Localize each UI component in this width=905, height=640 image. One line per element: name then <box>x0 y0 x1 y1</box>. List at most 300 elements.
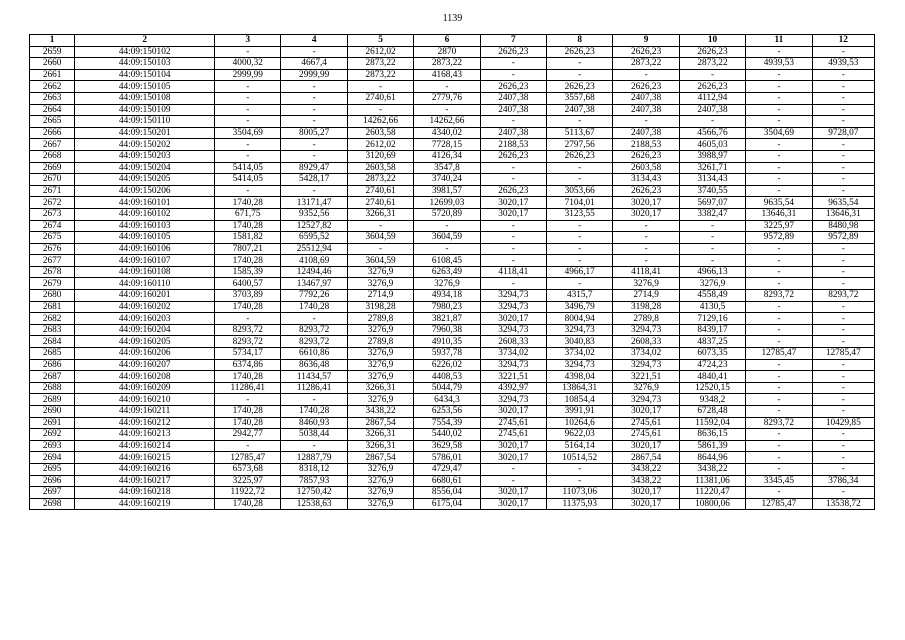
table-row <box>30 487 875 499</box>
table-cell: 2188,53 <box>613 139 679 151</box>
table-cell: 12750,42 <box>281 487 347 499</box>
table-cell: 2679 <box>30 278 75 290</box>
table-cell: - <box>812 185 874 197</box>
table-cell: - <box>746 313 812 325</box>
table-cell: 3225,97 <box>215 475 281 487</box>
table-cell: 44:09:160101 <box>75 197 215 209</box>
table-cell: 3120,69 <box>347 150 413 162</box>
table-cell: 5044,79 <box>414 382 480 394</box>
table-cell: - <box>812 243 874 255</box>
table-cell: 2789,8 <box>347 336 413 348</box>
table-cell: 14262,66 <box>414 116 480 128</box>
table-cell: 2714,9 <box>347 290 413 302</box>
table-cell: 2691 <box>30 417 75 429</box>
table-cell: 11381,06 <box>679 475 745 487</box>
table-row <box>30 475 875 487</box>
table-cell: 3294,73 <box>480 324 546 336</box>
table-cell: 12785,47 <box>812 348 874 360</box>
table-row <box>30 452 875 464</box>
table-cell: 3020,17 <box>613 498 679 510</box>
table-cell: 8480,98 <box>812 220 874 232</box>
table-cell: 4558,49 <box>679 290 745 302</box>
table-cell: 7857,93 <box>281 475 347 487</box>
table-cell: - <box>812 278 874 290</box>
table-cell: 5414,05 <box>215 174 281 186</box>
table-cell: 2663 <box>30 92 75 104</box>
table-cell: 12527,82 <box>281 220 347 232</box>
table-cell: 671,75 <box>215 208 281 220</box>
table-row <box>30 382 875 394</box>
table-cell: 7980,23 <box>414 301 480 313</box>
table-cell: - <box>480 58 546 70</box>
table-cell: - <box>281 150 347 162</box>
table-cell: 3020,17 <box>480 313 546 325</box>
table-cell: 44:09:160105 <box>75 232 215 244</box>
table-cell: 7792,26 <box>281 290 347 302</box>
table-cell: - <box>547 278 613 290</box>
table-cell: 2688 <box>30 382 75 394</box>
table-cell: 3198,28 <box>347 301 413 313</box>
table-cell: 44:09:160205 <box>75 336 215 348</box>
table-cell: 4966,17 <box>547 266 613 278</box>
table-cell: 6680,61 <box>414 475 480 487</box>
table-row <box>30 208 875 220</box>
table-cell: - <box>281 116 347 128</box>
table-cell: - <box>812 116 874 128</box>
table-cell: - <box>281 313 347 325</box>
table-cell: 3276,9 <box>347 278 413 290</box>
table-cell: - <box>679 255 745 267</box>
table-cell: 2694 <box>30 452 75 464</box>
table-cell: 12887,79 <box>281 452 347 464</box>
table-cell: 2626,23 <box>547 46 613 58</box>
table-cell: 2188,53 <box>480 139 546 151</box>
table-cell: 3786,34 <box>812 475 874 487</box>
table-cell: 1585,39 <box>215 266 281 278</box>
table-cell: 2407,38 <box>679 104 745 116</box>
table-cell: 1740,28 <box>215 220 281 232</box>
table-cell: 2689 <box>30 394 75 406</box>
table-cell: 3276,9 <box>347 371 413 383</box>
table-cell: 13646,31 <box>746 208 812 220</box>
table-cell: 9635,54 <box>746 197 812 209</box>
table-cell: 44:09:160102 <box>75 208 215 220</box>
table-cell: 2407,38 <box>480 104 546 116</box>
table-cell: 11375,93 <box>547 498 613 510</box>
table-cell: 2873,22 <box>414 58 480 70</box>
table-cell: 44:09:150202 <box>75 139 215 151</box>
table-cell: 3496,79 <box>547 301 613 313</box>
table-cell: 4840,41 <box>679 371 745 383</box>
table-cell: 44:09:150103 <box>75 58 215 70</box>
table-cell: 5038,44 <box>281 429 347 441</box>
table-cell: 3294,73 <box>547 324 613 336</box>
table-cell: 44:09:150201 <box>75 127 215 139</box>
table-cell: 7104,01 <box>547 197 613 209</box>
table-cell: 3134,43 <box>613 174 679 186</box>
table-cell: 11286,41 <box>215 382 281 394</box>
table-cell: 44:09:160108 <box>75 266 215 278</box>
table-cell: - <box>812 92 874 104</box>
table-cell: 12699,03 <box>414 197 480 209</box>
table-cell: 5937,78 <box>414 348 480 360</box>
table-cell: 4130,5 <box>679 301 745 313</box>
table-cell: 4605,03 <box>679 139 745 151</box>
table-cell: 3198,28 <box>613 301 679 313</box>
table-cell: 13864,31 <box>547 382 613 394</box>
table-cell: 6610,86 <box>281 348 347 360</box>
table-cell: 4729,47 <box>414 463 480 475</box>
table-cell: 2686 <box>30 359 75 371</box>
table-cell: 3020,17 <box>480 197 546 209</box>
table-cell: 44:09:160106 <box>75 243 215 255</box>
table-cell: 3294,73 <box>480 301 546 313</box>
table-cell: - <box>480 232 546 244</box>
table-row <box>30 301 875 313</box>
table-cell: 1740,28 <box>215 406 281 418</box>
table-cell: - <box>812 394 874 406</box>
table-cell: - <box>547 243 613 255</box>
table-cell: - <box>281 185 347 197</box>
column-header: 1 <box>30 35 75 47</box>
column-header: 5 <box>347 35 413 47</box>
table-cell: 8556,04 <box>414 487 480 499</box>
table-cell: 4340,02 <box>414 127 480 139</box>
table-cell: 8636,15 <box>679 429 745 441</box>
table-cell: 2676 <box>30 243 75 255</box>
table-cell: 8929,47 <box>281 162 347 174</box>
table-cell: 12785,47 <box>215 452 281 464</box>
table-cell: 6175,04 <box>414 498 480 510</box>
table-row <box>30 440 875 452</box>
table-cell: 4837,25 <box>679 336 745 348</box>
table-cell: - <box>746 406 812 418</box>
table-cell: 8460,93 <box>281 417 347 429</box>
table-row <box>30 371 875 383</box>
table-cell: 44:09:150105 <box>75 81 215 93</box>
table-cell: 8293,72 <box>281 324 347 336</box>
table-cell: 2626,23 <box>613 81 679 93</box>
table-cell: - <box>812 255 874 267</box>
table-cell: 2740,61 <box>347 185 413 197</box>
table-cell: 44:09:160218 <box>75 487 215 499</box>
table-cell: 2669 <box>30 162 75 174</box>
table-cell: - <box>812 440 874 452</box>
table-cell: 1740,28 <box>215 417 281 429</box>
table-cell: 7129,16 <box>679 313 745 325</box>
table-cell: - <box>215 313 281 325</box>
table-cell: 2626,23 <box>679 46 745 58</box>
table-cell: 44:09:150206 <box>75 185 215 197</box>
table-row <box>30 232 875 244</box>
table-cell: 4939,53 <box>812 58 874 70</box>
table-cell: - <box>746 139 812 151</box>
table-cell: 5113,67 <box>547 127 613 139</box>
table-cell: 3020,17 <box>480 498 546 510</box>
table-cell: 3703,89 <box>215 290 281 302</box>
table-cell: - <box>679 220 745 232</box>
table-cell: 2740,61 <box>347 197 413 209</box>
column-header: 6 <box>414 35 480 47</box>
table-cell: - <box>547 174 613 186</box>
table-cell: 10264,6 <box>547 417 613 429</box>
table-cell: 44:09:150110 <box>75 116 215 128</box>
table-cell: 3438,22 <box>347 406 413 418</box>
table-cell: 2626,23 <box>480 46 546 58</box>
table-cell: 44:09:150205 <box>75 174 215 186</box>
table-cell: 8293,72 <box>746 290 812 302</box>
table-cell: 6263,49 <box>414 266 480 278</box>
table-cell: 2675 <box>30 232 75 244</box>
table-cell: 2662 <box>30 81 75 93</box>
table-cell: - <box>679 69 745 81</box>
table-cell: 2407,38 <box>613 92 679 104</box>
table-cell: - <box>812 324 874 336</box>
table-cell: 2870 <box>414 46 480 58</box>
table-cell: 3276,9 <box>347 498 413 510</box>
table-cell: 44:09:160204 <box>75 324 215 336</box>
table-cell: 2626,23 <box>547 150 613 162</box>
table-cell: - <box>679 243 745 255</box>
table-cell: 3734,02 <box>480 348 546 360</box>
table-cell: 3276,9 <box>347 266 413 278</box>
table-cell: - <box>746 104 812 116</box>
table-cell: 44:09:160201 <box>75 290 215 302</box>
table-cell: 4934,18 <box>414 290 480 302</box>
table-cell: 44:09:160208 <box>75 371 215 383</box>
table-cell: 5861,39 <box>679 440 745 452</box>
table-cell: - <box>547 116 613 128</box>
table-cell: 12785,47 <box>746 498 812 510</box>
table-cell: 5734,17 <box>215 348 281 360</box>
table-cell: 3734,02 <box>613 348 679 360</box>
table-cell: 44:09:160207 <box>75 359 215 371</box>
table-cell: 5786,01 <box>414 452 480 464</box>
table-cell: 2626,23 <box>613 185 679 197</box>
table-cell: 11922,72 <box>215 487 281 499</box>
table-cell: 3988,97 <box>679 150 745 162</box>
table-cell: 2670 <box>30 174 75 186</box>
table-cell: 2873,22 <box>347 69 413 81</box>
column-header: 4 <box>281 35 347 47</box>
table-cell: - <box>613 232 679 244</box>
column-header: 7 <box>480 35 546 47</box>
table-cell: - <box>812 382 874 394</box>
table-cell: 3345,45 <box>746 475 812 487</box>
table-cell: 13646,31 <box>812 208 874 220</box>
table-row <box>30 313 875 325</box>
table-cell: 6226,02 <box>414 359 480 371</box>
table-row <box>30 394 875 406</box>
table-cell: 3040,83 <box>547 336 613 348</box>
table-cell: 3020,17 <box>613 208 679 220</box>
table-cell: 4398,04 <box>547 371 613 383</box>
table-cell: 3276,9 <box>347 394 413 406</box>
table-cell: 2608,33 <box>480 336 546 348</box>
table-row <box>30 348 875 360</box>
table-cell: 7960,38 <box>414 324 480 336</box>
table-cell: 2873,22 <box>347 58 413 70</box>
table-cell: 2626,23 <box>613 150 679 162</box>
table-cell: 3266,31 <box>347 440 413 452</box>
table-cell: 4408,53 <box>414 371 480 383</box>
table-cell: 44:09:150108 <box>75 92 215 104</box>
table-cell: - <box>480 475 546 487</box>
table-row <box>30 116 875 128</box>
table-cell: 7728,15 <box>414 139 480 151</box>
table-cell: 9728,07 <box>812 127 874 139</box>
table-cell: - <box>812 313 874 325</box>
table-row <box>30 185 875 197</box>
table-cell: 1740,28 <box>281 301 347 313</box>
table-cell: - <box>613 69 679 81</box>
table-row <box>30 429 875 441</box>
table-cell: 4168,43 <box>414 69 480 81</box>
table-cell: - <box>812 487 874 499</box>
table-cell: 2695 <box>30 463 75 475</box>
table-cell: 3266,31 <box>347 429 413 441</box>
table-cell: 2867,54 <box>347 417 413 429</box>
table-cell: 44:09:160216 <box>75 463 215 475</box>
table-cell: 2678 <box>30 266 75 278</box>
table-cell: 6434,3 <box>414 394 480 406</box>
table-cell: 2779,76 <box>414 92 480 104</box>
table-row <box>30 359 875 371</box>
table-cell: 4966,13 <box>679 266 745 278</box>
table-cell: - <box>480 116 546 128</box>
table-cell: 4724,23 <box>679 359 745 371</box>
table-cell: 2612,02 <box>347 46 413 58</box>
table-cell: 2690 <box>30 406 75 418</box>
table-cell: 3020,17 <box>480 406 546 418</box>
table-cell: 4112,94 <box>679 92 745 104</box>
table-row <box>30 81 875 93</box>
table-cell: 2407,38 <box>480 92 546 104</box>
table-cell: 4910,35 <box>414 336 480 348</box>
table-row <box>30 406 875 418</box>
table-cell: 3438,22 <box>613 475 679 487</box>
table-cell: 3382,47 <box>679 208 745 220</box>
table-cell: - <box>746 359 812 371</box>
column-header: 2 <box>75 35 215 47</box>
table-cell: 3294,73 <box>613 324 679 336</box>
table-cell: 12538,63 <box>281 498 347 510</box>
table-row <box>30 290 875 302</box>
table-cell: - <box>414 220 480 232</box>
table-cell: - <box>215 139 281 151</box>
table-cell: 44:09:160213 <box>75 429 215 441</box>
table-cell: - <box>812 139 874 151</box>
table-cell: 4118,41 <box>613 266 679 278</box>
table-row <box>30 127 875 139</box>
table-cell: 1740,28 <box>215 301 281 313</box>
table-row <box>30 197 875 209</box>
table-cell: 4566,76 <box>679 127 745 139</box>
table-cell: 2673 <box>30 208 75 220</box>
table-cell: 44:09:160211 <box>75 406 215 418</box>
table-cell: 11434,57 <box>281 371 347 383</box>
table-cell: 2677 <box>30 255 75 267</box>
table-cell: 8644,96 <box>679 452 745 464</box>
table-cell: 4315,7 <box>547 290 613 302</box>
table-cell: 3266,31 <box>347 382 413 394</box>
table-cell: 6595,52 <box>281 232 347 244</box>
column-header: 10 <box>679 35 745 47</box>
table-cell: 2603,58 <box>347 162 413 174</box>
table-cell: - <box>215 104 281 116</box>
table-cell: 2789,8 <box>613 313 679 325</box>
table-row <box>30 104 875 116</box>
table-cell: - <box>480 220 546 232</box>
table-cell: - <box>547 58 613 70</box>
table-cell: 2698 <box>30 498 75 510</box>
table-cell: 44:09:150204 <box>75 162 215 174</box>
table-cell: 9635,54 <box>812 197 874 209</box>
table-cell: - <box>746 487 812 499</box>
column-header: 12 <box>812 35 874 47</box>
table-cell: - <box>215 92 281 104</box>
table-row <box>30 174 875 186</box>
table-cell: - <box>215 394 281 406</box>
table-cell: - <box>281 46 347 58</box>
table-cell: - <box>347 81 413 93</box>
table-cell: 3294,73 <box>613 359 679 371</box>
table-cell: 2407,38 <box>547 104 613 116</box>
table-cell: 10854,4 <box>547 394 613 406</box>
table-cell: 2745,61 <box>613 417 679 429</box>
table-cell: - <box>746 440 812 452</box>
table-cell: 8293,72 <box>812 290 874 302</box>
table-cell: 11220,47 <box>679 487 745 499</box>
table-cell: - <box>812 266 874 278</box>
table-cell: 5414,05 <box>215 162 281 174</box>
table-cell: - <box>746 452 812 464</box>
table-cell: 3276,9 <box>679 278 745 290</box>
table-cell: - <box>812 406 874 418</box>
table-cell: 2626,23 <box>613 46 679 58</box>
table-cell: - <box>480 255 546 267</box>
table-row <box>30 58 875 70</box>
table-cell: 3020,17 <box>613 440 679 452</box>
table-cell: 2867,54 <box>613 452 679 464</box>
table-row <box>30 255 875 267</box>
table-cell: 44:09:160202 <box>75 301 215 313</box>
table-cell: 1740,28 <box>281 406 347 418</box>
table-row <box>30 150 875 162</box>
table-cell: 3020,17 <box>480 487 546 499</box>
table-cell: 6073,35 <box>679 348 745 360</box>
table-cell: 2674 <box>30 220 75 232</box>
table-cell: 14262,66 <box>347 116 413 128</box>
table-cell: 44:09:150109 <box>75 104 215 116</box>
table-cell: 3221,51 <box>480 371 546 383</box>
table-cell: 25512,94 <box>281 243 347 255</box>
table-cell: 2797,56 <box>547 139 613 151</box>
table-cell: 3740,55 <box>679 185 745 197</box>
table-cell: 8293,72 <box>215 324 281 336</box>
table-cell: 44:09:160219 <box>75 498 215 510</box>
column-header: 8 <box>547 35 613 47</box>
table-cell: 3276,9 <box>347 359 413 371</box>
table-cell: 44:09:160110 <box>75 278 215 290</box>
table-cell: 4667,4 <box>281 58 347 70</box>
table-cell: 1740,28 <box>215 371 281 383</box>
table-cell: 2873,22 <box>679 58 745 70</box>
table-cell: 6108,45 <box>414 255 480 267</box>
page-number: 1139 <box>442 13 463 24</box>
table-body <box>30 46 875 510</box>
table-cell: 5697,07 <box>679 197 745 209</box>
